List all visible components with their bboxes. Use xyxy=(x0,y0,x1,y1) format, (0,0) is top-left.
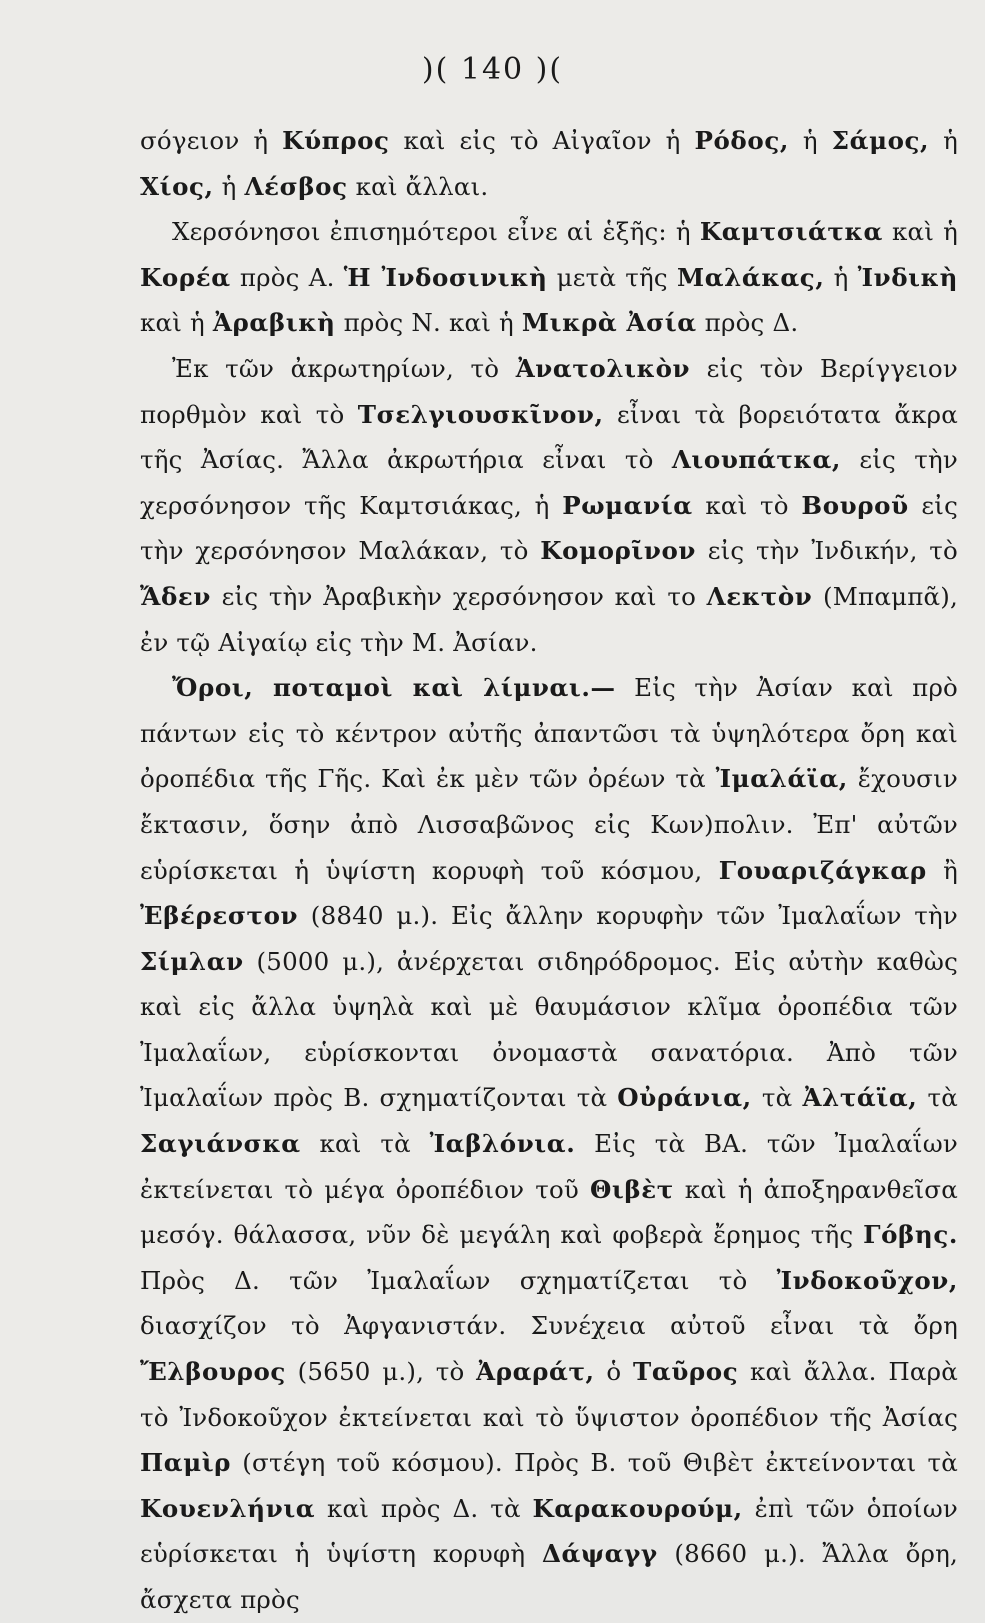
bold-term: Λιουπάτκα, xyxy=(671,445,842,475)
bold-term: Βουροῦ xyxy=(801,490,909,520)
bold-term: Σαγιάνσκα xyxy=(140,1129,301,1159)
text-run: Εἰς τὰ ΒΑ. τῶν Ἰμαλαΐων ἐκτείνεται τὸ μέγα ὀροπέδιον τοῦ xyxy=(140,1129,959,1204)
bold-term: Θιβὲτ xyxy=(589,1174,674,1204)
text-run: Χερσόνησοι ἐπισημότεροι εἶνε αἱ ἑξῆς: ἡ xyxy=(172,217,700,247)
text-run: (5000 μ.), ἀνέρχεται σιδηρόδρομος. Εἰς αὐτὴν καθὼς καὶ εἰς ἄλλα ὑψηλὰ καὶ μὲ θαυμάσιον κλῖμα ὀροπέδια τῶν Ἰμαλαΐων, εὑρίσκονται ὀνομαστὰ σανατόρια. Ἀπὸ τῶν Ἰμαλαΐων πρὸς Β. σχηματίζονται τὰ xyxy=(140,946,958,1113)
text-run: Εἰς τὴν Ἀσίαν καὶ πρὸ πάντων εἰς τὸ κέντρον αὐτῆς ἀπαντῶσι τὰ ὑψηλότερα ὄρη καὶ ὀροπέδια τῆς Γῆς. Καὶ ἐκ μὲν τῶν ὀρέων τὰ xyxy=(140,673,959,794)
bold-term: Κύπρος xyxy=(282,126,390,155)
paragraph xyxy=(140,346,958,665)
bold-term: Ἰμαλάϊα, xyxy=(715,764,848,794)
text-run: ἡ xyxy=(824,262,858,292)
bold-term: Μαλάκας, xyxy=(676,262,825,292)
body-text xyxy=(140,118,958,1623)
bold-term: Ἔλβουρος xyxy=(140,1357,286,1387)
bold-term: Ἀλτάϊα, xyxy=(802,1083,918,1113)
text-run: καὶ τὸ xyxy=(692,490,802,520)
text-run: τὰ xyxy=(917,1083,958,1113)
bold-term: Σίμλαν xyxy=(140,946,244,976)
text-run: ἡ xyxy=(929,126,958,155)
bold-term: Χίος, xyxy=(140,171,214,201)
text-run: τὰ xyxy=(751,1083,803,1113)
text-run: εἰς τὸν Βερίγγειον πορθμὸν καὶ τὸ xyxy=(140,353,958,429)
bold-term: Ὄροι, ποταμοὶ καὶ λίμναι.— xyxy=(172,673,616,703)
text-run: διασχίζον τὸ Ἀφγανιστάν. Συνέχεια αὐτοῦ εἶναι τὰ ὄρη xyxy=(140,1311,958,1341)
page-number-header: )( 140 )( xyxy=(421,52,564,87)
bold-term: Ἄδεν xyxy=(140,581,212,611)
text-run: εἰς τὴν Ἰνδικήν, τὸ xyxy=(696,536,958,566)
text-run: ἢ xyxy=(926,855,959,885)
text-run: ἡ xyxy=(788,126,832,155)
text-run: σόγειον ἡ xyxy=(140,126,283,155)
text-run: (στέγη τοῦ κόσμου). Πρὸς Β. τοῦ Θιβὲτ ἐκτείνονται τὰ xyxy=(231,1448,958,1478)
text-run: καὶ πρὸς Δ. τὰ xyxy=(315,1493,533,1523)
bold-term: Τσελγιουσκῖνον, xyxy=(357,399,604,429)
text-run: καὶ τὰ xyxy=(300,1129,430,1159)
bold-term: Γουαριζάγκαρ xyxy=(718,855,927,885)
bold-term: Οὐράνια, xyxy=(617,1083,752,1113)
bold-term: Ἡ Ἰνδοσινικὴ xyxy=(343,262,548,292)
bold-term: Λεκτὸν xyxy=(706,581,813,611)
paragraph xyxy=(140,209,958,346)
text-run: ἔχουσιν ἔκτασιν, ὅσην ἀπὸ Λισσαβῶνος εἰς Κων)πολιν. Ἐπ' αὐτῶν εὑρίσκεται ἡ ὑψίστη κορυφὴ τοῦ κόσμου, xyxy=(140,764,958,885)
text-run: καὶ ἡ xyxy=(882,217,958,247)
text-run: καὶ ἄλλα. Παρὰ τὸ Ἰνδοκοῦχον ἐκτείνεται καὶ τὸ ὕψιστον ὀροπέδιον τῆς Ἀσίας xyxy=(140,1357,958,1432)
text-run: (5650 μ.), τὸ xyxy=(285,1357,477,1387)
bold-term: Μικρὰ Ἀσία xyxy=(521,308,697,338)
bold-term: Κουενλήνια xyxy=(140,1493,316,1523)
text-run: Πρὸς Δ. τῶν Ἰμαλαΐων σχηματίζεται τὸ xyxy=(140,1265,777,1295)
bold-term: Ἰνδοκοῦχον, xyxy=(776,1265,958,1295)
bold-term: Ἐβέρεστον xyxy=(140,901,299,931)
text-run: ἡ xyxy=(213,171,245,201)
bold-term: Ἰνδικὴ xyxy=(857,262,959,292)
text-run: πρὸς Δ. xyxy=(696,308,799,338)
bold-term: Ρόδος, xyxy=(694,126,789,155)
text-run: εἰς τὴν Ἀραβικὴν χερσόνησον καὶ το xyxy=(211,581,707,611)
bold-term: Ἀραράτ, xyxy=(476,1357,595,1387)
text-run: εἶναι τὰ βορειότατα ἄκρα τῆς Ἀσίας. Ἄλλα ἀκρωτήρια εἶναι τὸ xyxy=(140,399,958,475)
text-run: καὶ ἡ ἀποξηρανθεῖσα μεσόγ. θάλασσα, νῦν δὲ μεγάλη καὶ φοβερὰ ἔρημος τῆς xyxy=(140,1174,958,1250)
text-run: καὶ εἰς τὸ Αἰγαῖον ἡ xyxy=(389,126,695,155)
bold-term: Κορέα xyxy=(140,262,231,292)
text-run: Ἐκ τῶν ἀκρωτηρίων, τὸ xyxy=(172,353,516,383)
bold-term: Δάψαγγ xyxy=(541,1539,658,1569)
bold-term: Ταῦρος xyxy=(633,1357,739,1387)
text-run: ὁ xyxy=(594,1357,634,1387)
text-run: πρὸς Α. xyxy=(230,262,344,292)
paragraph xyxy=(140,665,958,1622)
text-run: μετὰ τῆς xyxy=(547,262,677,292)
text-run: (8660 μ.). Ἄλλα ὄρη, ἄσχετα πρὸς xyxy=(140,1539,958,1614)
text-run: (Μπαμπᾶ), ἐν τῷ Αἰγαίῳ εἰς τὴν Μ. Ἀσίαν. xyxy=(140,581,958,657)
text-run: ἐπὶ τῶν ὁποίων εὑρίσκεται ἡ ὑψίστη κορυφὴ xyxy=(140,1493,958,1569)
paragraph xyxy=(140,118,958,209)
text-run: (8840 μ.). Εἰς ἄλλην κορυφὴν τῶν Ἰμαλαΐων τὴν xyxy=(298,901,958,931)
bold-term: Ἀραβικὴ xyxy=(212,308,336,338)
text-run: καὶ ἡ xyxy=(140,308,213,338)
bold-term: Σάμος, xyxy=(831,126,930,155)
bold-term: Γόβης. xyxy=(863,1220,958,1250)
bold-term: Κομορῖνον xyxy=(540,536,697,566)
text-run: εἰς τὴν χερσόνησον Μαλάκαν, τὸ xyxy=(140,490,959,566)
bold-term: Ἰαβλόνια. xyxy=(429,1129,576,1159)
bold-term: Παμὶρ xyxy=(140,1448,232,1478)
bold-term: Καρακουρούμ, xyxy=(532,1493,743,1523)
bold-term: Ἀνατολικὸν xyxy=(515,353,691,383)
text-run: εἰς τὴν χερσόνησον τῆς Καμτσιάκας, ἡ xyxy=(140,445,958,520)
bold-term: Ρωμανία xyxy=(562,490,693,520)
bold-term: Καμτσιάτκα xyxy=(699,217,883,247)
text-run: καὶ ἄλλαι. xyxy=(347,171,489,201)
text-run: πρὸς Ν. καὶ ἡ xyxy=(335,308,522,338)
bold-term: Λέσβος xyxy=(244,171,348,201)
